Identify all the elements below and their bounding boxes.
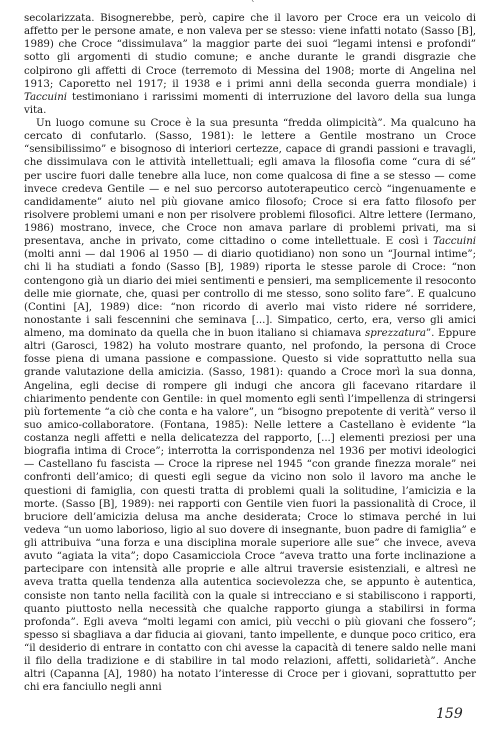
paragraph-2: Un luogo comune su Croce è la sua presunta “fredda olimpicità”. Ma qualcuno ha cercato di confutarlo. (Sasso, 1981): le lettere a Gentile mostrano un Croce “sensibilissimo” e bisognoso di interiori certezze, capace di grandi passioni e travagli, che dissimulava con le attività intellettuali; egli amava la filosofia come “cura di sé” per uscire fuori dalle tenebre alla luce, non come qualcosa di fine a se stesso — come invece credeva Gentile — e nel suo percorso autoterapeutico cercò “ingenuamente e candidamente” aiuto nel più giovane amico filosofo; Croce si era fatto filosofo per risolvere problemi umani e non per risolvere problemi filosofici. Altre lettere (Iermano, 1986) mostrano, invece, che Croce non amava parlare di problemi privati, ma si presentava, anche in privato, come cittadino o come intellettuale. E così i Taccuini (molti anni — dal 1906 al 1950 — di diario quotidiano) non sono un “Journal intime”; chi li ha studiati a fondo (Sasso [B], 1989) riporta le stesse parole di Croce: “non contengono già un diario dei miei sentimenti e pensieri, ma semplicemente il resoconto delle mie giornate, che, quasi per controllo di me stesso, sono solito fare”. E qualcuno (Contini [A], 1989) dice: “non ricordo di averlo mai visto ridere né sorridere, nonostante i sali fescennini che seminava [...]. Simpatico, certo, era, verso gli amici almeno, ma dominato da quella che in buon italiano si chiamava sprezzatura”. Eppure altri (Garosci, 1982) ha voluto mostrare quanto, nel profondo, la persona di Croce fosse piena di umana passione e compassione. Questo si vide soprattutto nella sua grande valutazione della amicizia. (Sasso, 1981): quando a Croce morì la sua donna, Angelina, egli decise di rompere gli indugi che ancora gli facevano ritardare il chiarimento pendente con Gentile: in quel momento egli sentì l’impellenza di stringersi più fortemente “a ciò che conta e ha valore”, un “bisogno prepotente di verità” verso il suo amico-collaboratore. (Fontana, 1985): Nelle lettere a Castellano è evidente “la costanza negli affetti e nella delicatezza del rapporto, [...] elementi preziosi per una biografia intima di Croce”; interrotta la corrispondenza nel 1936 per motivi ideologici — Castellano fu fascista — Croce la riprese nel 1945 “con grande finezza morale” nei confronti dell’amico; di questi egli segue da vicino non solo il lavoro ma anche le questioni di famiglia, con questi tratta di problemi quali la solitudine, l’amicizia e la morte. (Sasso [B], 1989): nei rapporti con Gentile vien fuori la passionalità di Croce, il bruciore dell’amicizia delusa ma anche desiderata; Croce lo stimava perché in lui vedeva “un uomo laborioso, ligio al suo dovere di insegnante, buon padre di famiglia” e gli attribuiva “una forza e una disciplina morale superiore alle sue” che invece, aveva avuto “agiata la vita”; dopo Casamicciola Croce “aveva tratto una forte inclinazione a partecipare con intensità alle proprie e alle altrui traversie esistenziali, e altresì ne aveva tratta quella tendenza alla autentica socievolezza che, se appunto è autentica, consiste non tanto nella facilità con la quale si intrecciano e si stabiliscono i rapporti, quanto piuttosto nella necessità che qualche rapporto giunga a stabilirsi in forma profonda”. Egli aveva “molti legami con amici, più vecchi o più giovani che fossero”; spesso si sbagliava a dar fiducia ai giovani, tanto impellente, e dunque poco critico, era “il desiderio di entrare in contatto con chi avesse la capacità di tenere saldo nelle mani il filo della tradizione e di stabilire in tal modo relazioni, affetti, solidarietà”. Anche altri (Capanna [A], 1980) ha notato l’interesse di Croce per i giovani, soprattutto per chi era fanciullo negli anni [24, 117, 477, 694]
paragraph-1: secolarizzata. Bisognerebbe, però, capire che il lavoro per Croce era un veicolo di affetto per le persone amate, e non valeva per se stesso: viene infatti notato (Sasso [B], 1989) che Croce “dissimulava” la maggior parte dei suoi “legami intensi e profondi” sotto gli argomenti di studio comune; e anche durante le grandi disgrazie che colpirono gli affetti di Croce (terremoto di Messina del 1908; morte di Angelina nel 1913; Caporetto nel 1917; il 1938 e i primi anni della seconda guerra mondiale) i Taccuini testimoniano i rarissimi momenti di interruzione del lavoro della sua lunga vita. [24, 12, 476, 116]
body-text [24, 12, 476, 695]
page-number: 159 [436, 706, 463, 722]
stray-mark: ` [251, 1, 256, 11]
